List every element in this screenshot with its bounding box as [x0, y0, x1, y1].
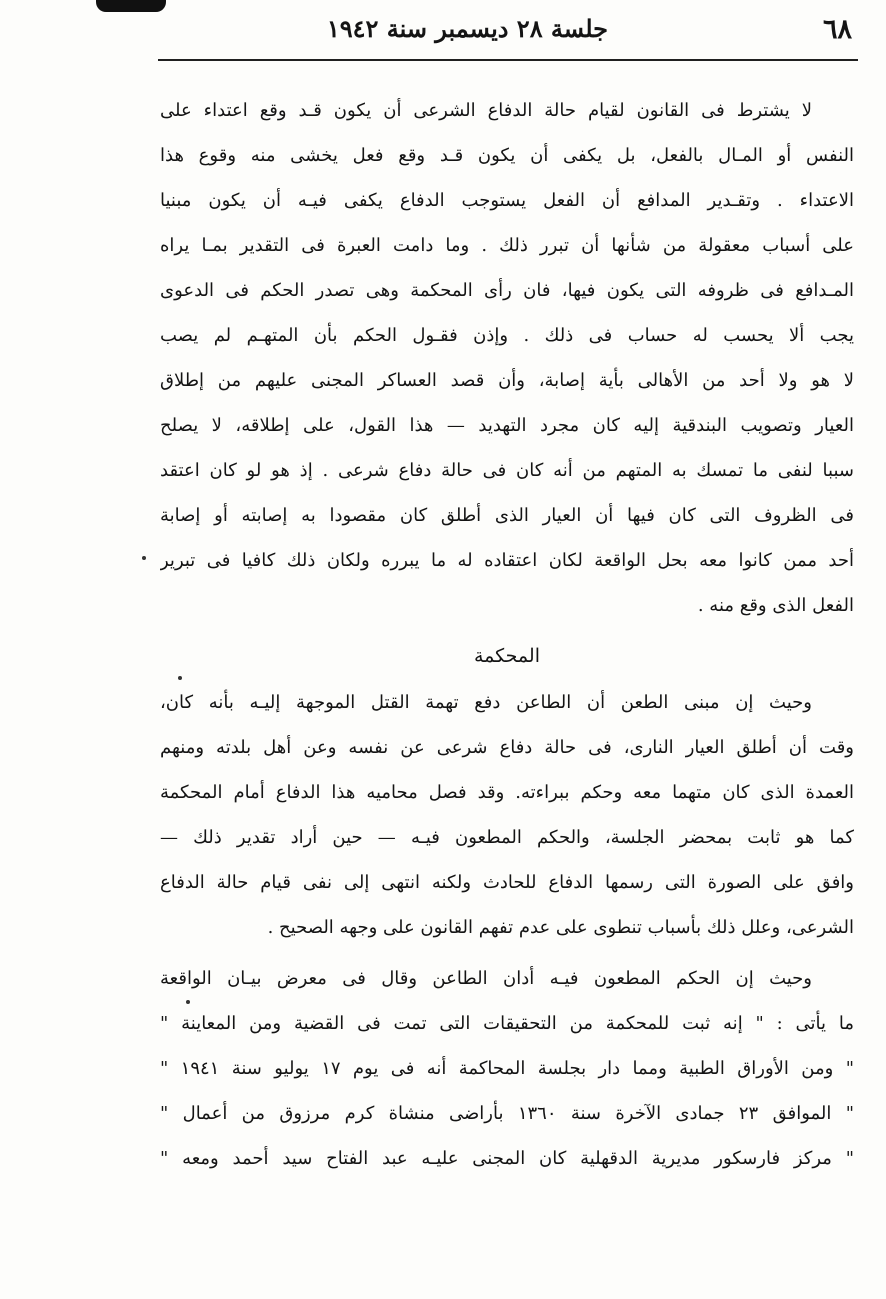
text-line: الفعل الذى وقع منه .: [697, 595, 854, 616]
text-line: الشرعى، وعلل ذلك بأسباب تنطوى على عدم تفهم القانون على وجهه الصحيح .: [267, 917, 854, 938]
text-line: " مركز فارسكور مديرية الدقهلية كان المجنى عليـه عبد الفتاح سيد أحمد ومعه ": [160, 1148, 854, 1169]
text-line: وحيث إن الحكم المطعون فيـه أدان الطاعن وقال فى معرض بيـان الواقعة: [160, 968, 812, 989]
text-line: وقت أن أطلق العيار النارى، فى حالة دفاع شرعى عن نفسه وعن أهل بلدته ومنهم: [160, 737, 854, 758]
scan-speck: [178, 676, 182, 680]
header-rule: [158, 59, 858, 61]
page-number: ٦٨: [822, 14, 852, 45]
text-line: ما يأتى : " إنه ثبت للمحكمة من التحقيقات التى تمت فى القضية ومن المعاينة ": [160, 1013, 854, 1034]
text-line: سببا لنفى ما تمسك به المتهم من أنه كان فى حالة دفاع شرعى . إذ هو لو كان اعتقد: [160, 460, 854, 481]
text-line: وحيث إن مبنى الطعن أن الطاعن دفع تهمة القتل الموجهة إليـه بأنه كان،: [160, 692, 812, 713]
text-line: المـدافع فى ظروفه التى يكون فيها، فان رأى المحكمة وهى تصدر الحكم فى الدعوى: [160, 280, 854, 301]
scan-speck: [186, 1000, 190, 1004]
text-line: الاعتداء . وتقـدير المدافع أن الفعل يستوجب الدفاع يكفى فيـه أن يكون مبنيا: [160, 190, 854, 211]
court-paragraph: [160, 956, 854, 1181]
running-title: جلسة ٢٨ ديسمبر سنة ١٩٤٢: [326, 14, 608, 43]
text-line: كما هو ثابت بمحضر الجلسة، والحكم المطعون فيـه — حين أراد تقدير ذلك —: [160, 827, 854, 848]
document-body: [160, 88, 854, 1181]
text-line: لا يشترط فى القانون لقيام حالة الدفاع الشرعى أن يكون قـد وقع اعتداء على: [160, 100, 812, 121]
text-line: على أسباب معقولة من شأنها أن تبرر ذلك . وما دامت العبرة فى التقدير بمـا يراه: [160, 235, 854, 256]
text-line: يجب ألا يحسب له حساب فى ذلك . وإذن فقـول الحكم بأن المتهـم لم يصب: [160, 325, 854, 346]
text-line: أحد ممن كانوا معه بحل الواقعة لكان اعتقاده له ما يبرره ولكان ذلك كافيا فى تبرير: [160, 550, 854, 571]
text-line: فى الظروف التى كان فيها أن العيار الذى أطلق كان مقصودا به إصابته أو إصابة: [160, 505, 854, 526]
court-paragraph: [160, 680, 854, 950]
section-heading: المحكمة: [474, 645, 540, 667]
text-line: " الموافق ٢٣ جمادى الآخرة سنة ١٣٦٠ بأراضى منشاة كرم مرزوق من أعمال ": [160, 1103, 854, 1124]
text-line: العيار وتصويب البندقية إليه كان مجرد التهديد — هذا القول، على إطلاقه، لا يصلح: [160, 415, 854, 436]
text-line: العمدة الذى كان متهما معه وحكم ببراءته. وقد فصل محاميه هذا الدفاع أمام المحكمة: [160, 782, 854, 803]
headnote-paragraph: [160, 88, 854, 628]
page-header: [150, 10, 852, 58]
text-line: النفس أو المـال بالفعل، بل يكفى أن يكون قـد وقع فعل يخشى منه وقوع هذا: [160, 145, 854, 166]
text-line: " ومن الأوراق الطبية ومما دار بجلسة المحاكمة أنه فى يوم ١٧ يوليو سنة ١٩٤١ ": [160, 1058, 854, 1079]
text-line: وافق على الصورة التى رسمها الدفاع للحادث ولكنه انتهى إلى نفى قيام حالة الدفاع: [160, 872, 854, 893]
scan-speck: [142, 556, 146, 560]
text-line: لا هو ولا أحد من الأهالى بأية إصابة، وأن قصد العساكر المجنى عليهم من إطلاق: [160, 370, 854, 391]
